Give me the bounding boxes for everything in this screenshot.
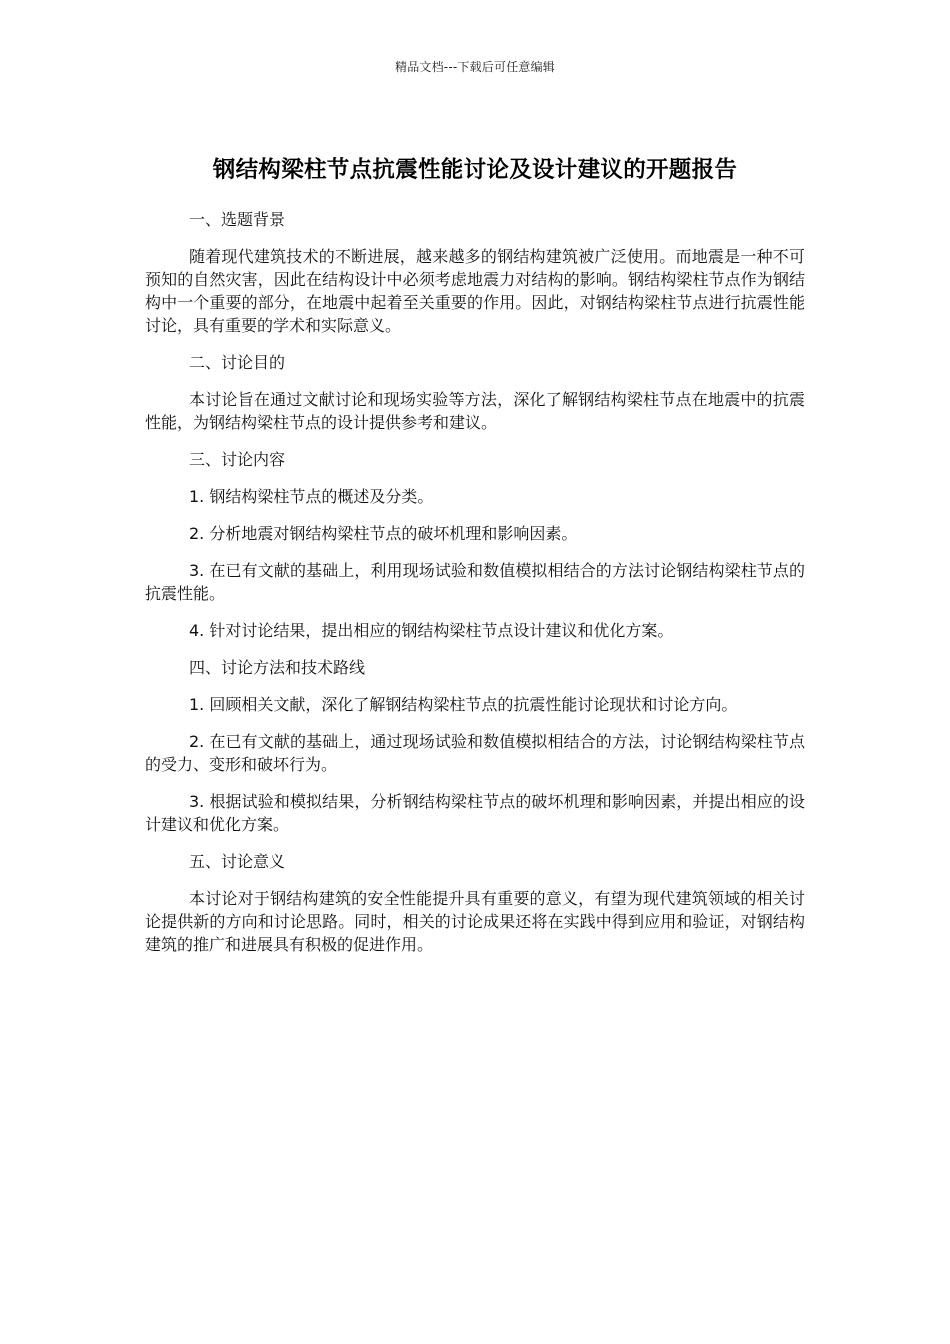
- content-item-4: 4. 针对讨论结果，提出相应的钢结构梁柱节点设计建议和优化方案。: [189, 621, 674, 640]
- paragraph-purpose: 本讨论旨在通过文献讨论和现场实验等方法，深化了解钢结构梁柱节点在地震中的抗震性能，为钢结构梁柱节点的设计提供参考和建议。: [145, 390, 805, 432]
- content-item-1: 1. 钢结构梁柱节点的概述及分类。: [189, 487, 434, 506]
- header-note: 精品文档---下载后可任意编辑: [395, 60, 555, 74]
- content-item-2: 2. 分析地震对钢结构梁柱节点的破坏机理和影响因素。: [189, 524, 578, 543]
- document-body: [145, 208, 805, 970]
- section-heading-background: 一、选题背景: [189, 210, 286, 229]
- section-heading-content: 三、讨论内容: [189, 450, 286, 469]
- document-title: 钢结构梁柱节点抗震性能讨论及设计建议的开题报告: [212, 157, 738, 184]
- method-item-1: 1. 回顾相关文献，深化了解钢结构梁柱节点的抗震性能讨论现状和讨论方向。: [189, 695, 738, 714]
- content-item-3: 3. 在已有文献的基础上，利用现场试验和数值模拟相结合的方法讨论钢结构梁柱节点的抗震性能。: [145, 561, 805, 603]
- paragraph-significance: 本讨论对于钢结构建筑的安全性能提升具有重要的意义，有望为现代建筑领域的相关讨论提供新的方向和讨论思路。同时，相关的讨论成果还将在实践中得到应用和验证，对钢结构建筑的推广和进展具有积极的促进作用。: [145, 889, 805, 954]
- paragraph-background: 随着现代建筑技术的不断进展，越来越多的钢结构建筑被广泛使用。而地震是一种不可预知的自然灾害，因此在结构设计中必须考虑地震力对结构的影响。钢结构梁柱节点作为钢结构中一个重要的部分，在地震中起着至关重要的作用。因此，对钢结构梁柱节点进行抗震性能讨论，具有重要的学术和实际意义。: [145, 247, 805, 335]
- method-item-2: 2. 在已有文献的基础上，通过现场试验和数值模拟相结合的方法，讨论钢结构梁柱节点的受力、变形和破坏行为。: [145, 732, 805, 774]
- section-heading-significance: 五、讨论意义: [189, 852, 286, 871]
- section-heading-purpose: 二、讨论目的: [189, 353, 286, 372]
- section-heading-method: 四、讨论方法和技术路线: [189, 658, 366, 677]
- method-item-3: 3. 根据试验和模拟结果，分析钢结构梁柱节点的破坏机理和影响因素，并提出相应的设计建议和优化方案。: [145, 792, 805, 834]
